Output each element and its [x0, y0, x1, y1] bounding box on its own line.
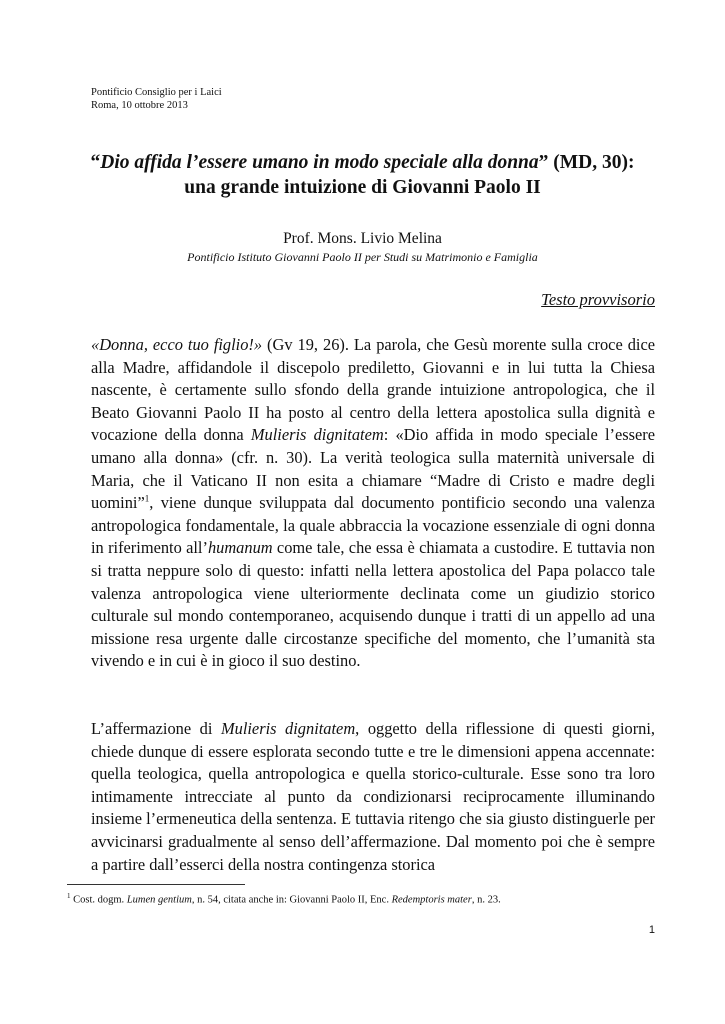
footnote — [67, 889, 667, 908]
footnote-italic: Lumen gentium — [126, 894, 192, 906]
draft-status-label: Testo provvisorio — [541, 290, 655, 309]
document-header — [91, 86, 222, 112]
author-affiliation: Pontificio Istituto Giovanni Paolo II per Studi su Matrimonio e Famiglia — [187, 250, 538, 264]
title-line-2: una grande intuizione di Giovanni Paolo II — [184, 177, 541, 198]
header-date: Roma, 10 ottobre 2013 — [91, 100, 188, 111]
author-name: Prof. Mons. Livio Melina — [283, 230, 442, 247]
paragraph-text: , oggetto della riflessione di questi giorni, chiede dunque di essere esplorata secondo tutte e tre le dimensioni appena accennate: quella teologica, quella antropologica e quella storico-culturale. Esse sono tra loro intimamente intrecciate al punto da condizionarsi reciprocamente illuminando insieme l’ermeneutica della sentenza. E tuttavia ritengo che sia giusto distinguerle per avvicinarsi gradualmente al senso dell’affermazione. Dal momento poi che è sempre a partire dall’esserci della nostra contingenza storica — [91, 719, 655, 874]
paragraph-text: , viene dunque sviluppata dal documento pontificio secondo una valenza antropologica fondamentale, la quale abbraccia la vocazione essenziale di ogni donna in riferimento all’ — [91, 493, 655, 558]
paragraph-text: come tale, che essa è chiamata a custodire. E tuttavia non si tratta neppure solo di questo: infatti nella lettera apostolica del Papa polacco tale valenza antropologica viene ulteriormente declinata come un giudizio storico culturale sul mondo contemporaneo, acquisendo dunque i tratti di un appello ad una missione resa urgente dalle circostanze specifiche del momento, che l’umanità sta vivendo e in cui è in gioco il suo destino. — [91, 538, 655, 671]
gospel-quote: «Donna, ecco tuo figlio!» — [91, 335, 263, 354]
title-italic-quote: Dio affida l’essere umano in modo speciale alla donna — [100, 152, 539, 173]
footnote-reference[interactable]: 1 — [144, 493, 150, 504]
footnote-separator — [67, 884, 245, 885]
paragraph-text: : «Dio affida in modo speciale l’essere umano alla donna» (cfr. n. 30). La verità teologica sulla maternità universale di Maria, che il Vaticano II non esita a chiamare “Madre di Cristo e madre degli uomini” — [91, 425, 655, 513]
header-organization: Pontificio Consiglio per i Laici — [91, 87, 222, 98]
page-number: 1 — [648, 924, 655, 936]
title-line-1 — [60, 150, 665, 175]
footnote-text: , n. 54, citata anche in: Giovanni Paolo II, Enc. — [191, 894, 392, 906]
title-open-quote: “ — [90, 152, 101, 173]
document-title — [60, 150, 665, 200]
body-paragraph-2 — [91, 718, 655, 876]
footnote-italic: Redemptoris mater — [391, 894, 472, 906]
body-paragraph-1 — [91, 334, 655, 673]
paragraph-text: (Gv 19, 26). La parola, che Gesù morente sulla croce dice alla Madre, affidandole il discepolo prediletto, Giovanni e in lui tutta la Chiesa nascente, è certamente sullo sfondo della grande intuizione antropologica, che il Beato Giovanni Paolo II ha posto al centro della lettera apostolica sulla dignità e vocazione della donna — [91, 335, 655, 445]
title-citation: ” (MD, 30): — [538, 152, 635, 173]
footnote-text: , n. 23. — [471, 894, 501, 906]
humanum-italic: humanum — [207, 538, 273, 558]
paragraph-text: L’affermazione di — [91, 719, 221, 738]
document-name-italic: Mulieris dignitatem — [250, 425, 384, 445]
document-name-italic: Mulieris dignitatem — [220, 719, 356, 738]
footnote-number: 1 — [67, 892, 71, 900]
footnote-text: Cost. dogm. — [70, 894, 127, 906]
